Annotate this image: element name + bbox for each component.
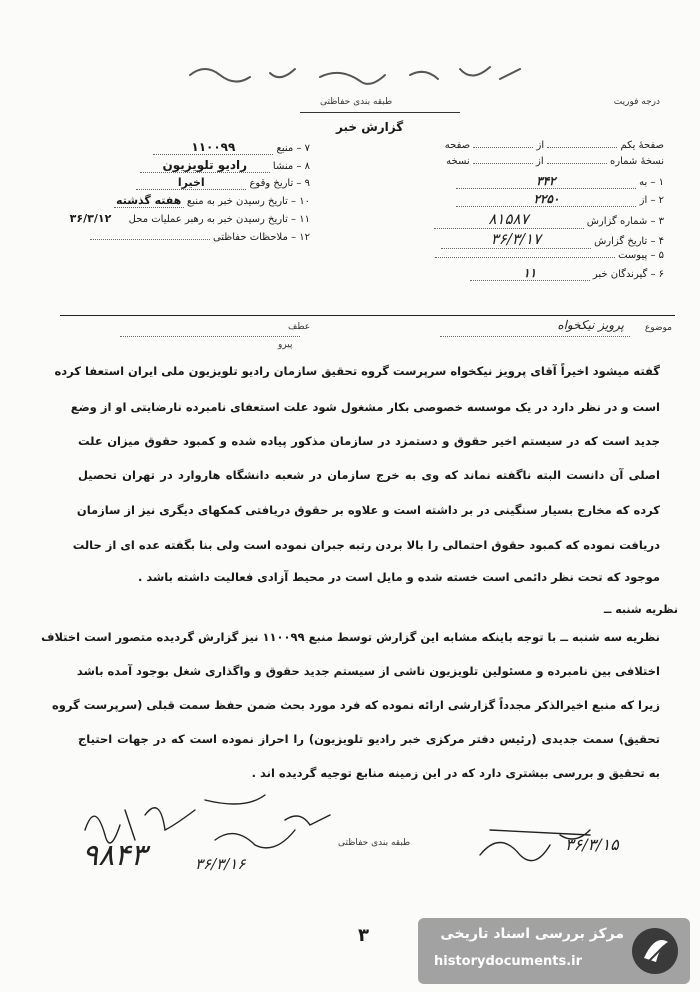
field-report-date: ۴ – تاریخ گزارش ۳۶/۳/۱۷ bbox=[441, 230, 664, 249]
footer-classification: طبقه بندی حفاظتی bbox=[338, 838, 411, 848]
watermark-logo-icon bbox=[630, 926, 680, 976]
body-line: موجود که تحت نظر دائمی است خسته شده و مایل است در محیط آزادی فعالیت داشته باشد . bbox=[137, 570, 660, 584]
subject-value: پرویز نیکخواه bbox=[557, 318, 624, 332]
handwritten-signature-right bbox=[470, 815, 610, 875]
field-attachment: ۵ – پیوست bbox=[435, 250, 664, 261]
review-line: اختلافی بین نامبرده و مسئولین تلویزیون ناشی از سیستم جدید حقوق و واگذاری شغل بوجود آمده باشد bbox=[76, 664, 660, 678]
reference-label: عطف bbox=[288, 322, 311, 332]
classification-label: طبقه بندی حفاظتی bbox=[320, 97, 393, 107]
left-fields bbox=[50, 140, 310, 250]
field-report-number: ۳ – شماره گزارش ۸۱۵۸۷ bbox=[434, 210, 664, 229]
page-number: ۳ bbox=[358, 925, 369, 946]
review-line: زیرا که منبع اخیرالذکر مجدداً گزارشی ارائه نموده که فرد مورد بحث ضمن حفظ سمت قبلی (سرپرست گروه bbox=[51, 698, 660, 712]
watermark bbox=[418, 918, 690, 984]
field-to: ۱ – به ۳۴۲ bbox=[456, 174, 664, 189]
review-heading: نظریه شنبه ــ bbox=[603, 603, 678, 616]
field-copy: نسخهٔ شماره از نسخه bbox=[446, 156, 664, 167]
review-line: نظریه سه شنبه ــ با توجه باینکه مشابه این گزارش توسط منبع ۱۱۰۰۹۹ نیز گزارش گردیده متصور است اختلاف bbox=[41, 630, 660, 644]
field-origin: ۸ – منشا رادیو تلویزیون bbox=[140, 158, 310, 173]
handwritten-number: ۹۸۴۳ bbox=[82, 838, 147, 873]
body-line: گفته میشود اخیراً آقای پرویز نیکخواه سرپرست گروه تحقیق سازمان رادیو تلویزیون ملی ایران استعفا کرده bbox=[54, 364, 660, 378]
field-recipients: ۶ – گیرندگان خبر ۱۱ bbox=[470, 266, 664, 281]
review-line: به تحقیق و بررسی بیشتری دارد که در این زمینه منابع توجیه گردیده اند . bbox=[251, 766, 660, 780]
header-divider bbox=[60, 315, 675, 316]
field-page: صفحهٔ یکم از صفحه bbox=[444, 140, 664, 151]
body-line: است و در نظر دارد در یک موسسه خصوصی بکار مشغول شود علت استعفای نامبرده نارضایتی او از وضع bbox=[70, 400, 660, 414]
field-received-source-date: ۱۰ – تاریخ رسیدن خبر به منبع هفته گذشته bbox=[114, 194, 310, 208]
report-title: گزارش خبر bbox=[336, 120, 404, 134]
subject-line bbox=[440, 336, 630, 337]
handwritten-date-left: ۳۶/۳/۱۶ bbox=[195, 855, 246, 873]
watermark-title: مرکز بررسی اسناد تاریخی bbox=[440, 926, 624, 942]
urgency-label: درجه فوریت bbox=[613, 97, 660, 107]
body-line: اصلی آن دانست البته ناگفته نماند که وی به خرج سازمان در شعبه دانشگاه هاروارد در تهران تحصیل bbox=[78, 468, 660, 482]
handwritten-date: ۳۶/۳/۱۵ bbox=[565, 835, 619, 854]
right-fields bbox=[370, 140, 670, 280]
body-line: جدید است که در سیستم اخیر حقوق و دستمزد در سازمان مذکور پیاده شده و کمبود حقوق میزان علت bbox=[78, 434, 660, 448]
subject-label: موضوع bbox=[644, 323, 672, 333]
body-line: کرده که مخارج بسیار سنگینی در بر داشته است و علاوه بر حقوق دریافتی کمکهای دیگری نیز از سازمان bbox=[76, 503, 660, 517]
reference-sub-label: پیرو bbox=[278, 340, 293, 350]
review-line: تحقیق) سمت جدیدی (رئیس دفتر مرکزی خبر رادیو تلویزیون) را احراز نموده است که در جهات احتیاج bbox=[78, 732, 660, 746]
body-line: دریافت نموده که کمبود حقوق احتمالی را بالا بردن رتبه جبران نموده است ولی بنا بگفته عده ای از حالت bbox=[72, 538, 660, 552]
field-occurrence-date: ۹ – تاریخ وقوع اخیرا bbox=[136, 176, 310, 190]
reference-line bbox=[120, 336, 300, 337]
field-source: ۷ – منبع ۱۱۰۰۹۹ bbox=[153, 140, 310, 155]
title-underline bbox=[300, 112, 460, 113]
watermark-url: historydocuments.ir bbox=[434, 954, 583, 969]
field-from: ۲ – از ۲۲۵۰ bbox=[456, 192, 664, 207]
field-received-ops-date: ۱۱ – تاریخ رسیدن خبر به رهبر عملیات محل ۳۶/۳/۱۲ bbox=[69, 212, 310, 225]
field-security-notes: ۱۲ – ملاحظات حفاظتی bbox=[90, 232, 310, 243]
top-stamp-scribble bbox=[180, 55, 540, 95]
